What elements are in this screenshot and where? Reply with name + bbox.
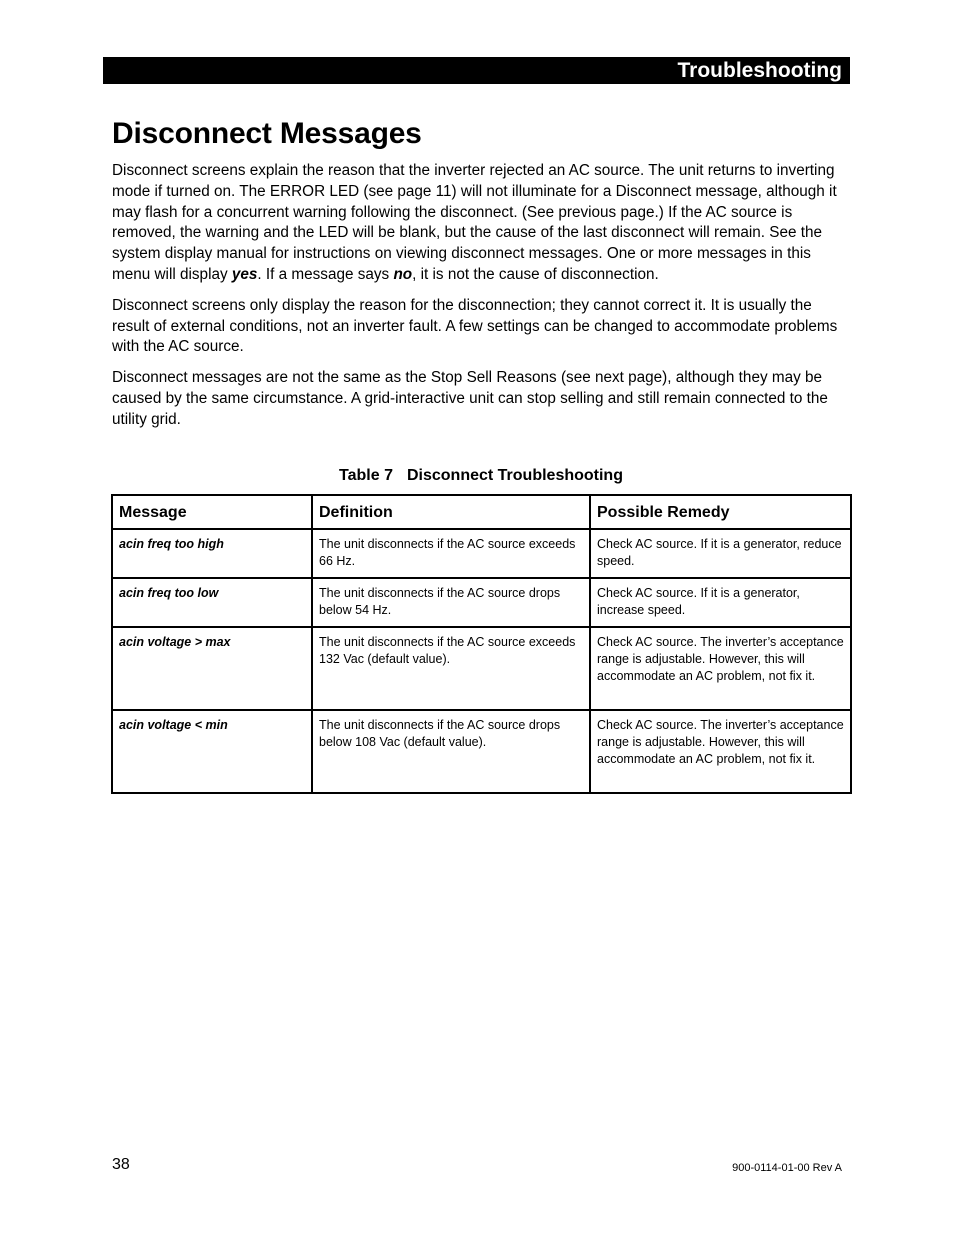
table-caption bbox=[112, 465, 850, 487]
definition-cell: The unit disconnects if the AC source drops below 54 Hz. bbox=[312, 578, 590, 627]
section-header-bar bbox=[103, 57, 850, 84]
message-cell: acin freq too low bbox=[112, 578, 312, 627]
page-number: 38 bbox=[112, 1156, 130, 1173]
paragraph-1-text: Disconnect screens explain the reason that the inverter rejected an AC source. The unit returns to inverting mode if turned on. The ERROR LED (see page 11) will not illuminate for a Disconnect message, although it may flash for a concurrent warning following the disconnect. (See previous page.) If the AC source is removed, the warning and the LED will be blank, but the cause of the last disconnect will remain. See the system display manual for instructions on viewing disconnect messages. One or more messages in this menu will display bbox=[112, 162, 837, 283]
remedy-cell: Check AC source. The inverter’s acceptance range is adjustable. However, this will accommodate an AC problem, not fix it. bbox=[590, 627, 851, 710]
header-remedy: Possible Remedy bbox=[590, 495, 851, 529]
document-id: 900-0114-01-00 Rev A bbox=[732, 1162, 842, 1174]
yes-term: yes bbox=[231, 265, 258, 283]
remedy-cell: Check AC source. If it is a generator, increase speed. bbox=[590, 578, 851, 627]
message-cell: acin voltage > max bbox=[112, 627, 312, 710]
table-row bbox=[112, 627, 851, 710]
message-cell: acin freq too high bbox=[112, 529, 312, 578]
table-row bbox=[112, 529, 851, 578]
definition-cell: The unit disconnects if the AC source drops below 108 Vac (default value). bbox=[312, 710, 590, 793]
paragraph-1-mid: . If a message says bbox=[257, 265, 394, 283]
definition-cell: The unit disconnects if the AC source exceeds 132 Vac (default value). bbox=[312, 627, 590, 710]
remedy-cell: Check AC source. If it is a generator, reduce speed. bbox=[590, 529, 851, 578]
table-number: Table 7 bbox=[339, 467, 393, 484]
table-row bbox=[112, 578, 851, 627]
remedy-cell: Check AC source. The inverter’s acceptance range is adjustable. However, this will accommodate an AC problem, not fix it. bbox=[590, 710, 851, 793]
section-title: Troubleshooting bbox=[677, 59, 842, 82]
paragraph-3: Disconnect messages are not the same as the Stop Sell Reasons (see next page), although they may be caused by the same circumstance. A grid-interactive unit can stop selling and still remain connected to the utility grid. bbox=[112, 369, 828, 428]
table-title: Disconnect Troubleshooting bbox=[406, 467, 623, 484]
no-term: no bbox=[393, 265, 413, 283]
page-title: Disconnect Messages bbox=[112, 117, 422, 150]
table-row bbox=[112, 710, 851, 793]
table-header-row bbox=[112, 495, 851, 529]
paragraph-2: Disconnect screens only display the reason for the disconnection; they cannot correct it. It is usually the result of external conditions, not an inverter fault. A few settings can be changed to accommodate problems with the AC source. bbox=[112, 296, 838, 356]
paragraph-1 bbox=[112, 161, 850, 286]
message-cell: acin voltage < min bbox=[112, 710, 312, 793]
paragraph-1-end: , it is not the cause of disconnection. bbox=[412, 265, 659, 283]
definition-cell: The unit disconnects if the AC source exceeds 66 Hz. bbox=[312, 529, 590, 578]
disconnect-troubleshooting-table bbox=[111, 494, 852, 794]
body-text bbox=[112, 161, 850, 441]
header-definition: Definition bbox=[312, 495, 590, 529]
header-message: Message bbox=[112, 495, 312, 529]
